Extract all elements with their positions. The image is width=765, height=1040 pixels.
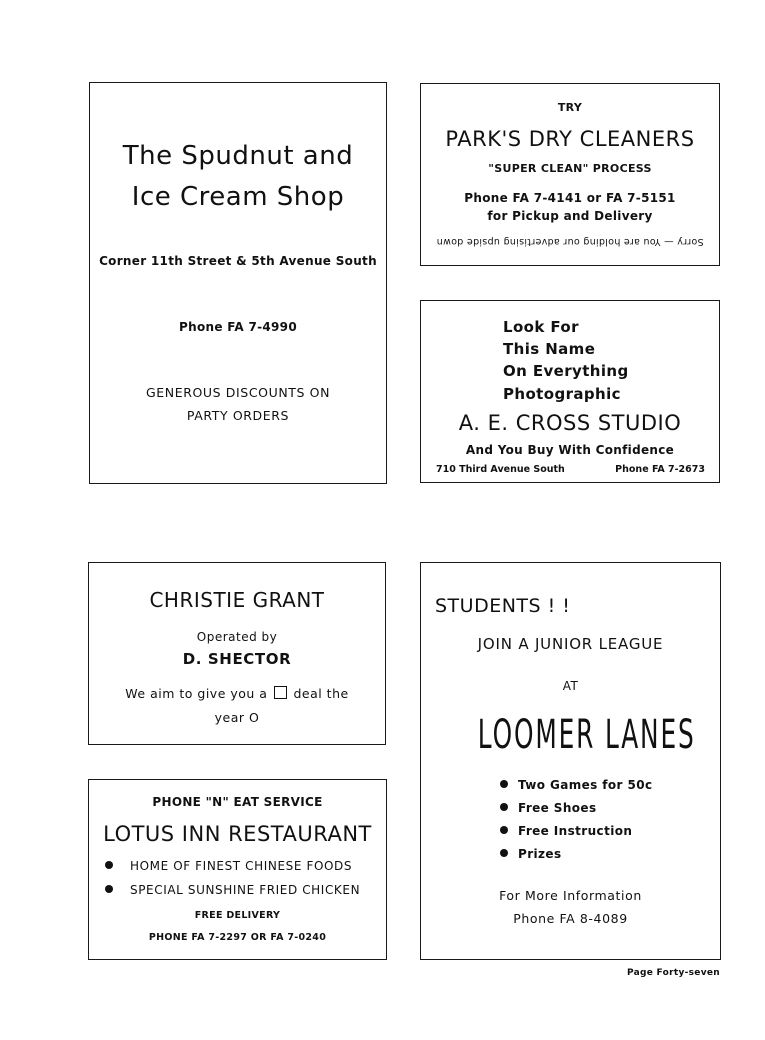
christie-aim-line1: [89, 686, 385, 701]
loomer-lanes-ad: [420, 562, 721, 960]
parks-phone: Phone FA 7-4141 or FA 7-5151: [464, 191, 676, 205]
cross-address: 710 Third Avenue South: [436, 464, 565, 475]
lotus-inn-ad: [88, 779, 387, 960]
christie-operated-by: Operated by: [196, 630, 278, 644]
loomer-more-info: For More Information: [499, 888, 642, 903]
christie-operator: D. SHECTOR: [182, 650, 292, 668]
loomer-bullet-3-text: Free Instruction: [518, 824, 633, 838]
cross-studio-ad: [420, 300, 720, 483]
lotus-delivery: FREE DELIVERY: [194, 910, 281, 921]
bullet-dot-icon: [500, 849, 508, 857]
loomer-join: JOIN A JUNIOR LEAGUE: [477, 635, 664, 653]
christie-grant-ad: [88, 562, 386, 745]
parks-process: "SUPER CLEAN" PROCESS: [488, 162, 652, 175]
lotus-service: PHONE "N" EAT SERVICE: [152, 795, 323, 809]
christie-aim-line2: year O: [214, 710, 260, 725]
loomer-bullet-3: [500, 824, 632, 838]
loomer-at: AT: [562, 679, 579, 693]
cross-slogan: And You Buy With Confidence: [465, 443, 675, 457]
spudnut-phone: Phone FA 7-4990: [179, 320, 297, 334]
bullet-dot-icon: [500, 780, 508, 788]
page-number: Page Forty-seven: [626, 968, 720, 978]
loomer-bullet-4: [500, 847, 562, 861]
cross-look-line-4: Photographic: [503, 385, 621, 403]
lotus-bullet-1-text: HOME OF FINEST CHINESE FOODS: [130, 859, 353, 873]
loomer-name: LOOMER LANES: [477, 712, 696, 758]
spudnut-title-line1: The Spudnut and: [122, 141, 354, 171]
parks-ad: [420, 83, 720, 266]
bullet-dot-icon: [500, 826, 508, 834]
loomer-bullet-2: [500, 801, 597, 815]
spudnut-ad: [89, 82, 387, 484]
parks-pickup: for Pickup and Delivery: [487, 209, 653, 223]
loomer-bullet-2-text: Free Shoes: [518, 801, 597, 815]
loomer-students: STUDENTS ! !: [435, 595, 571, 617]
spudnut-discount-line1: GENEROUS DISCOUNTS ON: [145, 385, 331, 400]
christie-aim-part1: We aim to give you a: [125, 686, 268, 701]
cross-phone: Phone FA 7-2673: [615, 464, 705, 475]
loomer-bullet-4-text: Prizes: [518, 847, 562, 861]
cross-look-line-2: This Name: [503, 340, 596, 358]
christie-name: CHRISTIE GRANT: [149, 588, 325, 612]
parks-upside-down-note: Sorry — You are holding our advertising upside down: [436, 236, 704, 247]
cross-studio-name: A. E. CROSS STUDIO: [458, 411, 682, 435]
square-icon: [274, 686, 287, 699]
loomer-phone: Phone FA 8-4089: [513, 911, 628, 926]
lotus-bullet-2-text: SPECIAL SUNSHINE FRIED CHICKEN: [130, 883, 361, 897]
bullet-dot-icon: [105, 861, 113, 869]
spudnut-title-line2: Ice Cream Shop: [131, 182, 345, 212]
lotus-name: LOTUS INN RESTAURANT: [103, 822, 372, 846]
parks-name: PARK'S DRY CLEANERS: [445, 127, 695, 151]
lotus-bullet-1: [105, 859, 352, 873]
loomer-bullet-1-text: Two Games for 50c: [518, 778, 653, 792]
bullet-dot-icon: [105, 885, 113, 893]
lotus-bullet-2: [105, 883, 360, 897]
spudnut-discount-line2: PARTY ORDERS: [186, 408, 290, 423]
lotus-phones: PHONE FA 7-2297 OR FA 7-0240: [148, 932, 327, 943]
cross-look-line-1: Look For: [503, 318, 579, 336]
parks-try: TRY: [557, 101, 583, 114]
loomer-bullet-1: [500, 778, 652, 792]
christie-aim-part2: deal the: [293, 686, 349, 701]
loomer-name-wrap: [421, 712, 720, 758]
bullet-dot-icon: [500, 803, 508, 811]
spudnut-address: Corner 11th Street & 5th Avenue South: [99, 254, 377, 268]
cross-look-line-3: On Everything: [503, 362, 629, 380]
